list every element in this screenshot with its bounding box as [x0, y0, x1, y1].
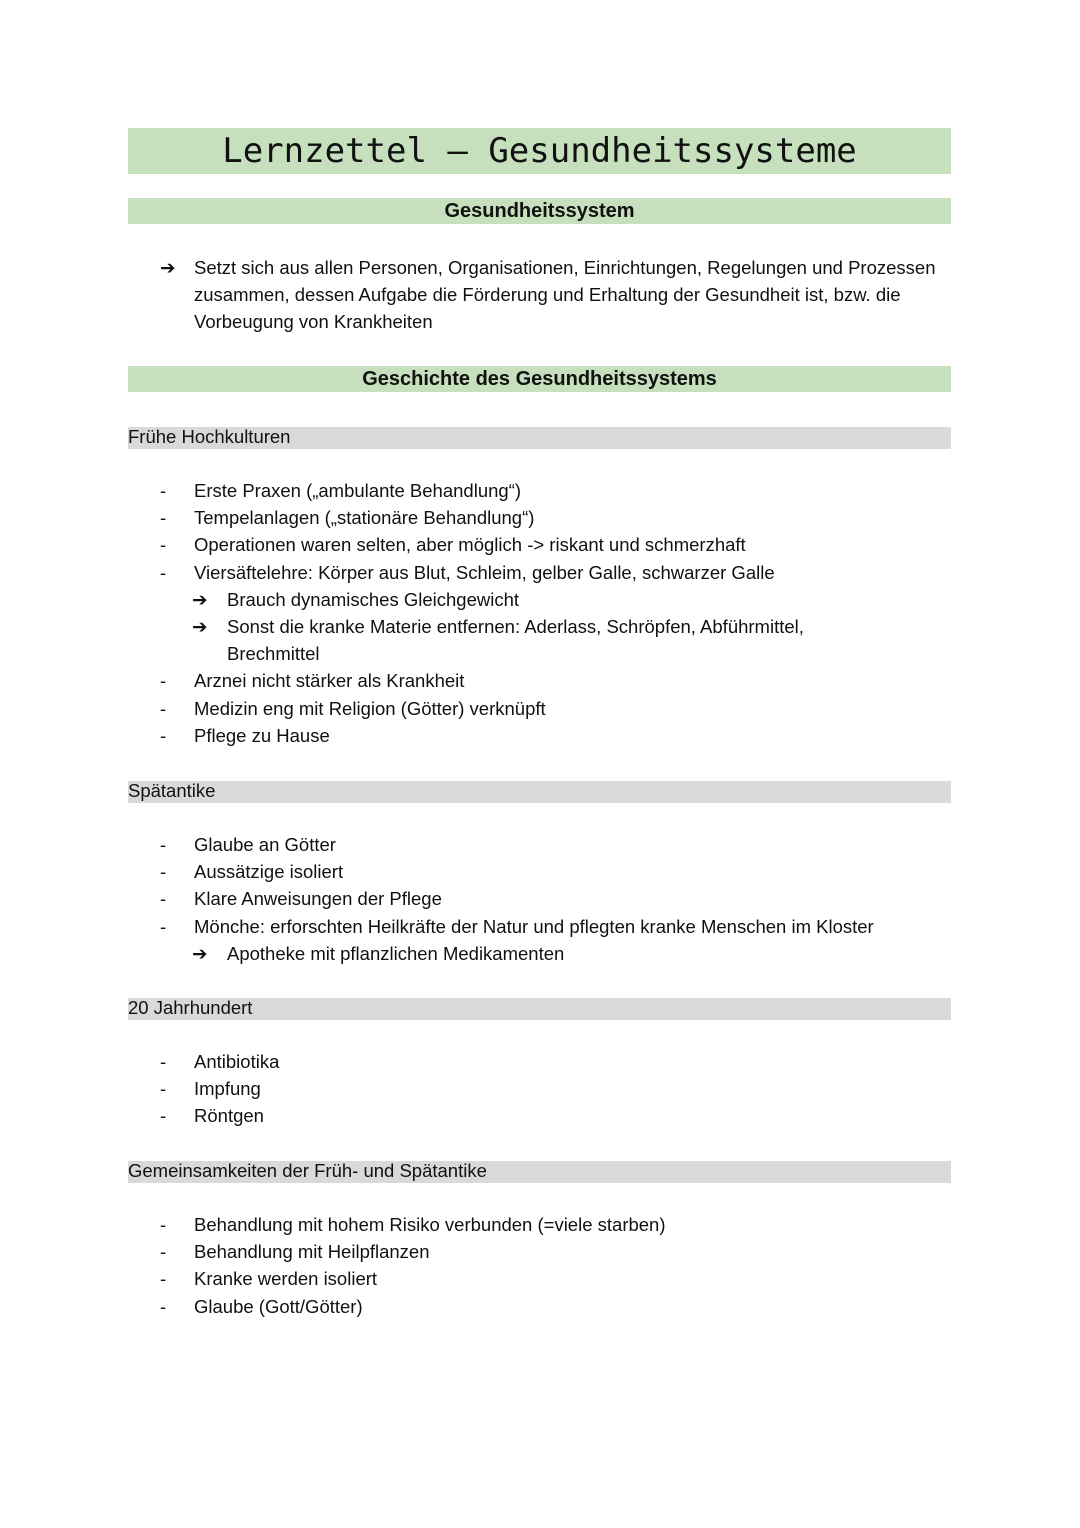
list-item	[128, 613, 951, 640]
arrow-icon: ➔	[192, 615, 208, 637]
dash-bullet-icon: -	[160, 1214, 167, 1235]
list-item	[128, 1075, 951, 1102]
subsection-heading: Frühe Hochkulturen	[128, 427, 951, 449]
list-item-text: Antibiotika	[194, 1051, 280, 1072]
list-item	[128, 695, 951, 722]
dash-bullet-icon: -	[160, 1078, 167, 1100]
subsection-heading: 20 Jahrhundert	[128, 998, 951, 1020]
arrow-icon: ➔	[192, 942, 208, 964]
dash-bullet-icon: -	[160, 888, 167, 910]
bullet-list	[128, 477, 951, 749]
list-item-text: Apotheke mit pflanzlichen Medikamenten	[227, 942, 565, 964]
section-heading-gesundheitssystem: Gesundheitssystem	[128, 198, 951, 224]
list-item	[128, 940, 951, 967]
list-item-text: Glaube (Gott/Götter)	[194, 1295, 363, 1317]
list-item-text: Tempelanlagen („stationäre Behandlung“)	[194, 507, 535, 529]
dash-bullet-icon: -	[160, 697, 167, 719]
list-item-text: Kranke werden isoliert	[194, 1268, 378, 1290]
list-item-text: Glaube an Götter	[194, 834, 336, 855]
bullet-list	[128, 1048, 951, 1130]
list-item-text: Sonst die kranke Materie entfernen: Aderlass, Schröpfen, Abführmittel,	[227, 615, 804, 637]
list-item	[128, 1211, 951, 1238]
list-item	[128, 1102, 951, 1129]
list-item	[128, 640, 951, 667]
list-item	[128, 913, 951, 940]
bullet-list	[128, 831, 951, 967]
section-heading-geschichte: Geschichte des Gesundheitssystems	[128, 366, 951, 392]
arrow-icon: ➔	[160, 257, 176, 278]
list-item-text: Mönche: erforschten Heilkräfte der Natur und pflegten kranke Menschen im Kloster	[194, 915, 874, 937]
definition-paragraph	[128, 254, 994, 335]
dash-bullet-icon: -	[160, 724, 167, 746]
arrow-icon: ➔	[192, 588, 208, 610]
dash-bullet-icon: -	[160, 1268, 167, 1290]
dash-bullet-icon: -	[160, 1295, 167, 1317]
list-item	[128, 531, 951, 558]
dash-bullet-icon: -	[160, 507, 167, 529]
bullet-list	[128, 1211, 951, 1320]
dash-bullet-icon: -	[160, 834, 167, 855]
list-item	[128, 504, 951, 531]
list-item-text: Behandlung mit Heilpflanzen	[194, 1241, 430, 1263]
subsection-heading: Spätantike	[128, 781, 951, 803]
dash-bullet-icon: -	[160, 561, 167, 583]
list-item	[128, 722, 951, 749]
dash-bullet-icon: -	[160, 534, 167, 556]
list-item-text: Pflege zu Hause	[194, 724, 330, 746]
list-item	[128, 1238, 951, 1265]
list-item-text: Viersäftelehre: Körper aus Blut, Schleim, gelber Galle, schwarzer Galle	[194, 561, 775, 583]
list-item	[128, 559, 951, 586]
list-item	[128, 885, 951, 912]
list-item	[128, 858, 951, 885]
list-item-text: Brauch dynamisches Gleichgewicht	[227, 588, 520, 610]
subsection-heading: Gemeinsamkeiten der Früh- und Spätantike	[128, 1161, 951, 1183]
dash-bullet-icon: -	[160, 861, 167, 883]
list-item-text: Arznei nicht stärker als Krankheit	[194, 670, 465, 692]
list-item	[128, 586, 951, 613]
list-item	[128, 667, 951, 694]
list-item-text: Erste Praxen („ambulante Behandlung“)	[194, 480, 522, 501]
page-title: Lernzettel – Gesundheitssysteme	[128, 128, 951, 174]
list-item-text: Behandlung mit hohem Risiko verbunden (=viele starben)	[194, 1214, 666, 1235]
dash-bullet-icon: -	[160, 1105, 167, 1127]
list-item	[128, 1265, 951, 1292]
dash-bullet-icon: -	[160, 1051, 167, 1072]
list-item-text: Brechmittel	[227, 643, 320, 665]
list-item-text: Klare Anweisungen der Pflege	[194, 888, 442, 910]
definition-text: Setzt sich aus allen Personen, Organisationen, Einrichtungen, Regelungen und Prozessen zusammen, dessen Aufgabe die Förderung und Erhaltung der Gesundheit ist, bzw. die Vorbeugung von Krankheiten	[194, 257, 936, 332]
list-item	[128, 1293, 951, 1320]
list-item-text: Impfung	[194, 1078, 261, 1100]
list-item	[128, 831, 951, 858]
list-item	[128, 477, 951, 504]
list-item-text: Röntgen	[194, 1105, 264, 1127]
dash-bullet-icon: -	[160, 480, 167, 501]
list-item	[128, 1048, 951, 1075]
list-item-text: Operationen waren selten, aber möglich -> riskant und schmerzhaft	[194, 534, 746, 556]
dash-bullet-icon: -	[160, 915, 167, 937]
list-item-text: Aussätzige isoliert	[194, 861, 344, 883]
dash-bullet-icon: -	[160, 670, 167, 692]
list-item-text: Medizin eng mit Religion (Götter) verknüpft	[194, 697, 546, 719]
dash-bullet-icon: -	[160, 1241, 167, 1263]
